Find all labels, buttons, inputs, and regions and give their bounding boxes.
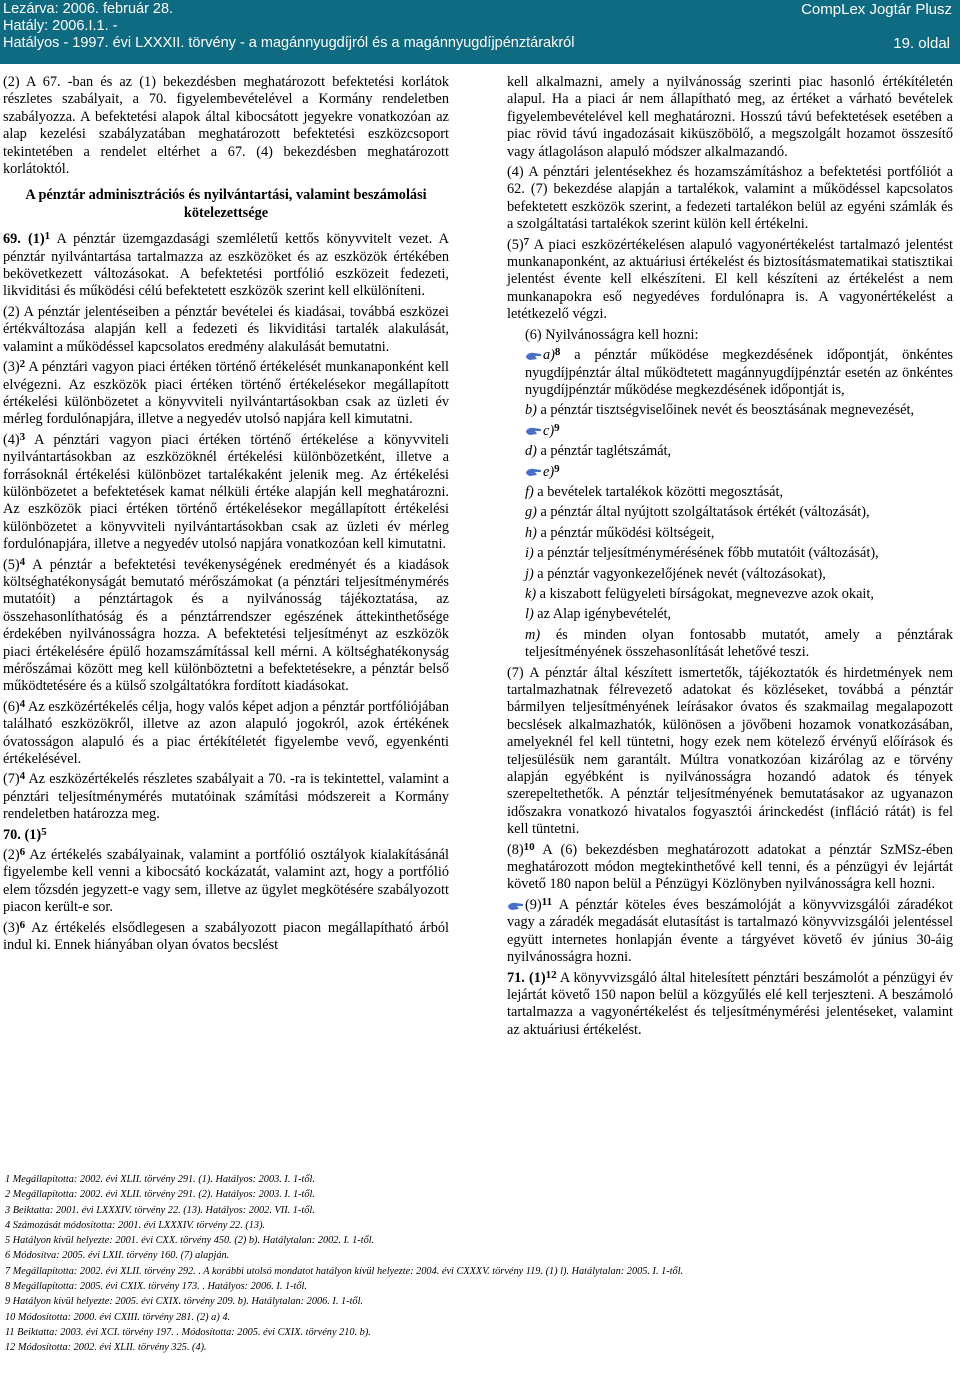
footnote-ref[interactable]: 9 — [554, 462, 560, 475]
footnote-ref[interactable]: 4 — [19, 770, 26, 783]
footnote-ref[interactable]: 12 — [545, 968, 557, 981]
closing-date: Lezárva: 2006. február 28. — [3, 1, 174, 17]
paragraph-70-4: (4) A pénztári jelentésekhez és hozamszámításhoz a befektetési portfóliót a 62. (7) bekezdése alapján a tartalékok, valamint a működéssel kapcsolatos befektetett eszközök szerint, a fedezeti tartalékon belül az egyéni számlák és a szolgáltatási tartalékok szerint külön kell értékelni. — [507, 164, 953, 233]
footnote-ref[interactable]: 2 — [19, 358, 26, 371]
footnote: 10 Módosította: 2000. évi CXIII. törvény 281. (2) a) 4. — [5, 1311, 231, 1323]
paragraph-70-7: (7) A pénztár által készített ismertetők, tájékoztatók és hirdetmények nem tartalmazhatnak félrevezető adatokat és közléseket, továbbá a pénztár bármilyen teljesítményének leírásakor óvatos és szakmailag megalapozott becslések alkalmazhatók, különösen a jövőbeni hozamok vonatkozásában, amelyeknél fel kell tüntetni, hogy ezek nem kötelező érvényű előírások és teljesülésük nem garantált. Múltra vonatkozóan kizárólag az e törvény alapján egyébként is nyilvánosságra hozandó adatok és tények szerepeltethetők. A pénztár teljesítményének bemutatásakor az ugyanazon időszakra vonatkozó hivatalos fogyasztói árinckedést (infláció rátát) is fel kell tüntetni. — [507, 664, 953, 838]
footnote-ref[interactable]: 10 — [523, 840, 535, 853]
footnote: 8 Megállapította: 2005. évi CXIX. törvény 173. . Hatályos: 2006. I. 1-től. — [5, 1281, 307, 1293]
section-heading: A pénztár adminisztrációs és nyilvántartási, valamint beszámolási kötelezettsége — [25, 187, 427, 221]
pointing-hand-icon[interactable] — [525, 351, 542, 361]
list-item-k: k) a kiszabott felügyeleti bírságokat, megnevezve azok okait, — [525, 585, 874, 602]
footnote-ref[interactable]: 4 — [19, 555, 26, 568]
footnote: 3 Beiktatta: 2001. évi LXXXIV. törvény 22. (13). Hatályos: 2002. VII. 1-től. — [5, 1204, 315, 1216]
footnote-ref[interactable]: 4 — [19, 697, 26, 710]
list-item-a: a)$^8$ a pénztár működése megkezdésének időpontját, önkéntes nyugdíjpénztár által működtetett magánnyugdíjpénztár esetén az önkéntes nyugdíjpénztár működése megkezdésének időpontját is, — [525, 346, 953, 398]
paragraph-70-2: $(2)^6$ Az értékelés szabályainak, valamint a portfólió osztályok kialakításánál figyelembe kell venni a kibocsátó kockázatát, valamint azt, hogy a portfólió elem tőzsdén jegyzett-e vagy sem, illetve az ügylet megkötésére szabályozott piacon került-e sor. — [3, 846, 449, 916]
paragraph-70-8: $(8)^{10}$ A (6) bekezdésben meghatározott adatokat a pénztár SzMSz-ében meghatározott módon megtekinthetővé kell tenni, és a pénzügyi év lejártát követő 180 napon belül a Pénzügyi Közlönyben nyilvánosságra kell hozni. — [507, 840, 953, 893]
footnote: 4 Számozását módosította: 2001. évi LXXXIV. törvény 22. (13). — [5, 1219, 266, 1231]
list-item-g: g) a pénztár által nyújtott szolgáltatások értékét (változását), — [525, 504, 870, 521]
paragraph-69-1: 69. $(1)^1$ A pénztár üzemgazdasági szemléletű kettős könyvvitelt vezet. A pénztár nyilvántartása tartalmazza az eszközöket és az eszközök értékében bekövetkezett változásokat. A befektetési portfólió eszközeit fedezeti, likviditási és működési célú befektetett eszközök szerint kell elkülöníteni. — [3, 230, 449, 300]
footnote: 9 Hatályon kívül helyezte: 2005. évi CXIX. törvény 209. b). Hatálytalan: 2006. I. 1-től. — [5, 1296, 364, 1308]
paragraph: (2) A pénztár jelentéseiben a pénztár bevételei és kiadásai, továbbá eszközei értékváltozása alapján kell a fedezeti és likviditási tartalék alakulását, valamint a működéssel kapcsolatos eredmény alakulását bemutatni. — [3, 303, 449, 355]
paragraph-69-4: $(4)^3$ A pénztári vagyon piaci értéken történő értékelése a könyvviteli nyilvántartásokban az eszközöknél értékelési különbözetként, illetve a forrásoknál értékelési különbözet tartalékaként jelenik meg. Az értékelési különbözetet a befektetések kamat nélküli értéke alapján kell meghatározni. Az eszközök piaci értéken történő értékelésekor megállapított értékelési különbözetet a könyvviteli nyilvántartásokban csak az üzleti év mérleg fordulónapjára, illetve a negyedév utolsó napjára vonatkozóan kell kimutatni. — [3, 430, 449, 553]
list-item-j: j) a pénztár vagyonkezelőjének nevét (változásokat), — [525, 565, 826, 582]
effective-range: Hatály: 2006.I.1. - — [3, 18, 118, 34]
pointing-hand-icon[interactable] — [525, 467, 542, 477]
paragraph-69-6: $(6)^4$ Az eszközértékelés célja, hogy valós képet adjon a pénztár portfóliójában található eszközökről, illetve az azon alapuló jogokról, azok értékének óvatosságon alapuló és a piac értékítéletét figyelembe vevő, egyenkénti értékelésével. — [3, 697, 449, 768]
footnote: 2 Megállapította: 2002. évi XLII. törvény 291. (2). Hatályos: 2003. I. 1-től. — [5, 1189, 315, 1201]
list-item-e: e)$^9$ — [507, 464, 953, 481]
paragraph: (2) A 67. -ban és az (1) bekezdésben meghatározott befektetési korlátok részletes szabályait, a 70. figyelembevételével a Kormány rendeletben szabályozza. A befektetési alapok által kibocsátott jegyekre vonatkozóan az alap kezelési szabályzatában meghatározott befektetési eszközcsoport tekintetében a rendelet eltérhet a 67. (4) bekezdésben meghatározott korlátoktól. — [3, 74, 449, 178]
footnote: 6 Módosítva: 2005. évi LXII. törvény 160. (7) alapján. — [5, 1250, 230, 1262]
list-item-h: h) a pénztár működési költségeit, — [525, 524, 715, 541]
list-item-m: m) és minden olyan fontosabb mutatót, amely a pénztárak teljesítményének összehasonlítását lehetővé teszi. — [525, 626, 953, 661]
list-item-l: l) az Alap igénybevételét, — [525, 606, 672, 623]
list-item-d: d) a pénztár taglétszámát, — [525, 443, 672, 460]
right-column — [507, 74, 953, 1042]
paragraph-70-3: $(3)^6$ Az értékelés elsődlegesen a szabályozott piacon megállapítható árból indul ki. Ennek hiányában olyan óvatos becslést — [3, 918, 449, 954]
paragraph-70-1: 70. $(1)^5$ — [3, 825, 47, 843]
footnote: 5 Hatályon kívül helyezte: 2001. évi CXX. törvény 450. (2) b). Hatálytalan: 2002. I. 1-től. — [5, 1235, 375, 1247]
footnote-ref[interactable]: 3 — [19, 430, 26, 443]
paragraph-69-7: $(7)^4$ Az eszközértékelés részletes szabályait a 70. -ra is tekintettel, valamint a pénztári teljesítménymérés mutatóinak számítási módszereit a Kormány rendeletben határozza meg. — [3, 770, 449, 823]
footnote: 11 Beiktatta: 2003. évi XCI. törvény 197. . Módosította: 2005. évi CXIX. törvény 210. b). — [5, 1326, 371, 1338]
footnote-ref[interactable]: 5 — [41, 825, 47, 838]
footnotes — [5, 1172, 955, 1356]
paragraph-70-5: $(5)^7$ A piaci eszközértékelésen alapuló vagyonértékelést tartalmazó jelentést munkanaponként, az aktuáriusi értékelést és biztosításmatematikai statisztikai jelentést évente kell elkészíteni. El kell készíteni az értékelést a nem munkanapokra eső negyedéves fordulónapra is. A vagyonértékelést a letétkezelő végzi. — [507, 235, 953, 323]
footnote-ref[interactable]: 1 — [44, 230, 51, 243]
footnote: 7 Megállapította: 2002. évi XLII. törvény 292. . A korábbi utolsó mondatot hatályon kívül helyezte: 2004. évi CXXXV. törvény 119. (1) l). Hatálytalan: 2005. I. 1-től. — [5, 1265, 684, 1277]
footnote-ref[interactable]: 8 — [554, 346, 561, 359]
law-title: Hatályos - 1997. évi LXXXII. törvény - a magánnyugdíjról és a magánnyugdíjpénztárakról — [3, 35, 575, 51]
footnote-ref[interactable]: 6 — [19, 918, 26, 931]
header-left — [3, 1, 574, 52]
paragraph-71-1: 71. $(1)^{12}$ A könyvvizsgáló által hitelesített pénztári beszámolót a pénzügyi év lejártát követő 150 napon belül a közgyűlés elé kell terjeszteni. A beszámoló tartalmazza a vagyonértékelést és teljesítménymérési jelentéseket, valamint az aktuáriusi értékelést. — [507, 968, 953, 1038]
footnote: 1 Megállapította: 2002. évi XLII. törvény 291. (1). Hatályos: 2003. I. 1-től. — [5, 1174, 315, 1185]
page-number: 19. oldal — [893, 35, 950, 52]
paragraph-70-9: $(9)^{11}$ A pénztár köteles éves beszámolóját a könyvvizsgálói záradékot vagy a záradék megadását elutasítást is tartalmazó könyvvizsgálói jelentéssel együtt internetes honlapján évente a tárgyévet követő év június 30-áig nyilvánosságra hozni. — [507, 895, 953, 966]
paragraph: kell alkalmazni, amely a nyilvánosság szerinti piac hasonló értékítéletén alapul. Ha a piaci ár nem állapítható meg, az értéket a várható bevételek figyelembevételével kell meghatározni. Hosszú távú befektetések esetében a piac rövid távú ingadozásait kiküszöbölő, a megszolgált hozamot összesítő vagy átlagoláson alapuló módszer alkalmazandó. — [507, 74, 953, 160]
footnote-ref[interactable]: 11 — [541, 895, 553, 908]
list-item-b: b) a pénztár tisztségviselőinek nevét és beosztásának megnevezését, — [525, 402, 915, 419]
left-column — [3, 74, 449, 958]
list-item-c: c)$^9$ — [507, 423, 953, 440]
list-item-i: i) a pénztár teljesítménymérésének főbb mutatóit (változását), — [525, 545, 879, 562]
paragraph-70-6-intro: (6) Nyilvánosságra kell hozni: — [525, 326, 699, 343]
paragraph-69-5: $(5)^4$ A pénztár a befektetési tevékenységének eredményét és a kiadások költséghatékonyságát bemutató mérőszámokat (a pénztári teljesítménymérés mutatóit) a pénztártagok és a nyilvánosság tájékoztatása, az összehasonlíthatóság és a pénztárrendszer egészének áttekinthetősége érdekében nyilvánosságra hozza. A befektetési teljesítményt az eszközök piaci értékelésére épülő hozamszámítással kell mérni. A költséghatékonyság mérőszámai között meg kell különböztetni a befektetésekre, a pénztár belső működtetésére és a külső szolgáltatókra fordított kiadásokat. — [3, 555, 449, 695]
footnote: 12 Módosította: 2002. évi XLII. törvény 325. (4). — [5, 1342, 207, 1354]
product-name: CompLex Jogtár Plusz — [801, 1, 952, 18]
paragraph-69-3: $(3)^2$ A pénztári vagyon piaci értéken történő értékelését munkanaponként kell elvégezni. Az eszközök piaci értéken történő értékelésekor megállapított értékelési különbözetet a könyvviteli nyilvántartásokban csak az üzleti év mérleg fordulónapjára, illetve a negyedév utolsó napjára kell kimutatni. — [3, 358, 449, 428]
pointing-hand-icon[interactable] — [525, 426, 542, 436]
list-item-f: f) a bevételek tartalékok közötti megosztását, — [525, 483, 784, 500]
pointing-hand-icon[interactable] — [507, 901, 524, 911]
page-header — [0, 0, 960, 64]
footnote-ref[interactable]: 6 — [19, 846, 26, 859]
footnote-ref[interactable]: 9 — [554, 421, 560, 434]
footnote-ref[interactable]: 7 — [523, 235, 530, 248]
